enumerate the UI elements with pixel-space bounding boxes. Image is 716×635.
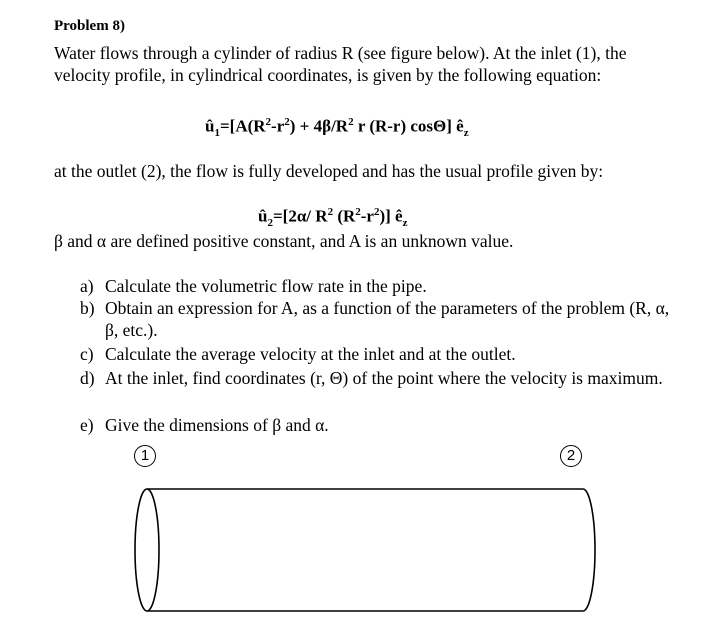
question-text: Give the dimensions of β and α. xyxy=(105,415,329,435)
question-label: b) xyxy=(80,298,95,318)
question-text: Calculate the volumetric flow rate in the pipe. xyxy=(105,276,427,296)
inlet-marker: 1 xyxy=(134,445,156,467)
question-text: At the inlet, find coordinates (r, Θ) of the point where the velocity is maximum. xyxy=(105,368,663,388)
question-text: Obtain an expression for A, as a function of the parameters of the problem (R, α, β, etc.). xyxy=(105,298,670,340)
outlet-arc xyxy=(583,489,595,611)
outlet-paragraph: at the outlet (2), the flow is fully developed and has the usual profile given by: xyxy=(54,161,604,181)
problem-title: Problem 8) xyxy=(54,18,125,34)
question-label: d) xyxy=(80,368,95,388)
constants-paragraph: β and α are defined positive constant, and A is an unknown value. xyxy=(54,231,514,251)
question-text: Calculate the average velocity at the inlet and at the outlet. xyxy=(105,344,516,364)
outlet-velocity-equation: $û_2=[2\alpha/$ $R^2$ $(R^2-r^2)$] $ê_z$ xyxy=(258,206,408,230)
question-label: c) xyxy=(80,344,94,364)
question-label: e) xyxy=(80,415,94,435)
intro-paragraph: Water flows through a cylinder of radius R (see figure below). At the inlet (1), the velocity profile, in cylindrical coordinates, is given by the following equation: xyxy=(54,43,627,85)
question-label: a) xyxy=(80,276,94,296)
inlet-velocity-equation: $û_1=[A(R^2-r^2) + 4\beta/R^2$ r (R-r) cosΘ] $ê_z$ xyxy=(205,116,469,140)
outlet-marker: 2 xyxy=(560,445,582,467)
inlet-ellipse xyxy=(135,489,159,611)
